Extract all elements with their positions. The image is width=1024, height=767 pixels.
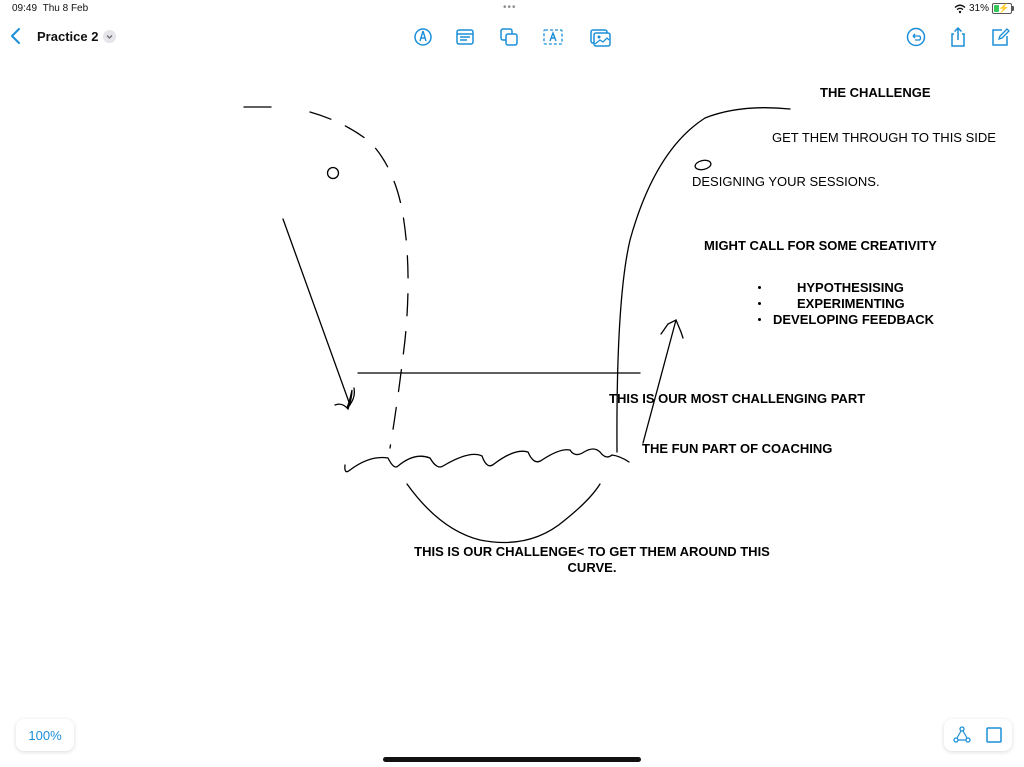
fun-part-text[interactable]: THE FUN PART OF COACHING — [642, 441, 833, 456]
battery-percent: 31% — [968, 3, 989, 14]
text-insert-icon[interactable] — [541, 25, 565, 49]
text-box-icon[interactable] — [453, 25, 477, 49]
ink-oval — [694, 159, 712, 171]
status-right — [954, 3, 1012, 14]
curve-caption-line1: THIS IS OUR CHALLENGE< TO GET THEM AROUND THIS — [414, 544, 770, 559]
document-title[interactable]: Practice 2 — [37, 29, 99, 44]
shapes-icon[interactable] — [497, 25, 521, 49]
bullet-label: DEVELOPING FEEDBACK — [773, 312, 935, 327]
charging-bolt-icon: ⚡ — [998, 3, 1010, 13]
battery-icon — [992, 3, 1012, 14]
ink-up-arrow-line — [643, 320, 676, 443]
get-through-text[interactable]: GET THEM THROUGH TO THIS SIDE — [772, 130, 996, 145]
ink-dashed-curve — [310, 112, 408, 448]
multitasking-dots-icon[interactable]: ••• — [503, 2, 517, 13]
square-icon[interactable] — [984, 725, 1004, 745]
status-bar — [0, 0, 1024, 18]
ink-u-curve — [407, 484, 600, 543]
designing-text[interactable]: DESIGNING YOUR SESSIONS. — [692, 174, 880, 189]
most-challenging-text[interactable]: THIS IS OUR MOST CHALLENGING PART — [609, 391, 866, 406]
curve-caption-line2: CURVE. — [567, 560, 617, 575]
toolbar — [0, 22, 1024, 52]
bullet-dot — [758, 302, 761, 305]
pen-tool-icon[interactable] — [411, 25, 435, 49]
creativity-text[interactable]: MIGHT CALL FOR SOME CREATIVITY — [704, 238, 937, 253]
compose-icon[interactable] — [988, 25, 1012, 49]
bottom-right-tools — [944, 719, 1012, 751]
chevron-left-icon[interactable] — [8, 25, 24, 47]
challenge-heading[interactable]: THE CHALLENGE — [820, 85, 931, 100]
freeform-canvas[interactable] — [0, 60, 1024, 710]
undo-icon[interactable] — [904, 25, 928, 49]
chevron-down-icon[interactable] — [103, 30, 116, 43]
wifi-icon — [954, 4, 966, 14]
bullet-dot — [758, 318, 761, 321]
share-icon[interactable] — [946, 25, 970, 49]
status-time: 09:49 Thu 8 Feb — [12, 3, 89, 14]
ink-circle — [328, 168, 339, 179]
lasso-icon[interactable] — [952, 725, 972, 745]
bullet-label: HYPOTHESISING — [797, 280, 904, 295]
zoom-level-button[interactable]: 100% — [16, 719, 74, 751]
ink-arrow-line — [283, 219, 350, 405]
ink-wavy-line — [345, 449, 629, 472]
bullet-dot — [758, 286, 761, 289]
bullet-label: EXPERIMENTING — [797, 296, 905, 311]
home-indicator[interactable] — [383, 757, 641, 762]
curve-caption[interactable] — [400, 544, 784, 576]
media-icon[interactable] — [588, 25, 612, 49]
ink-drawing — [0, 60, 1024, 710]
